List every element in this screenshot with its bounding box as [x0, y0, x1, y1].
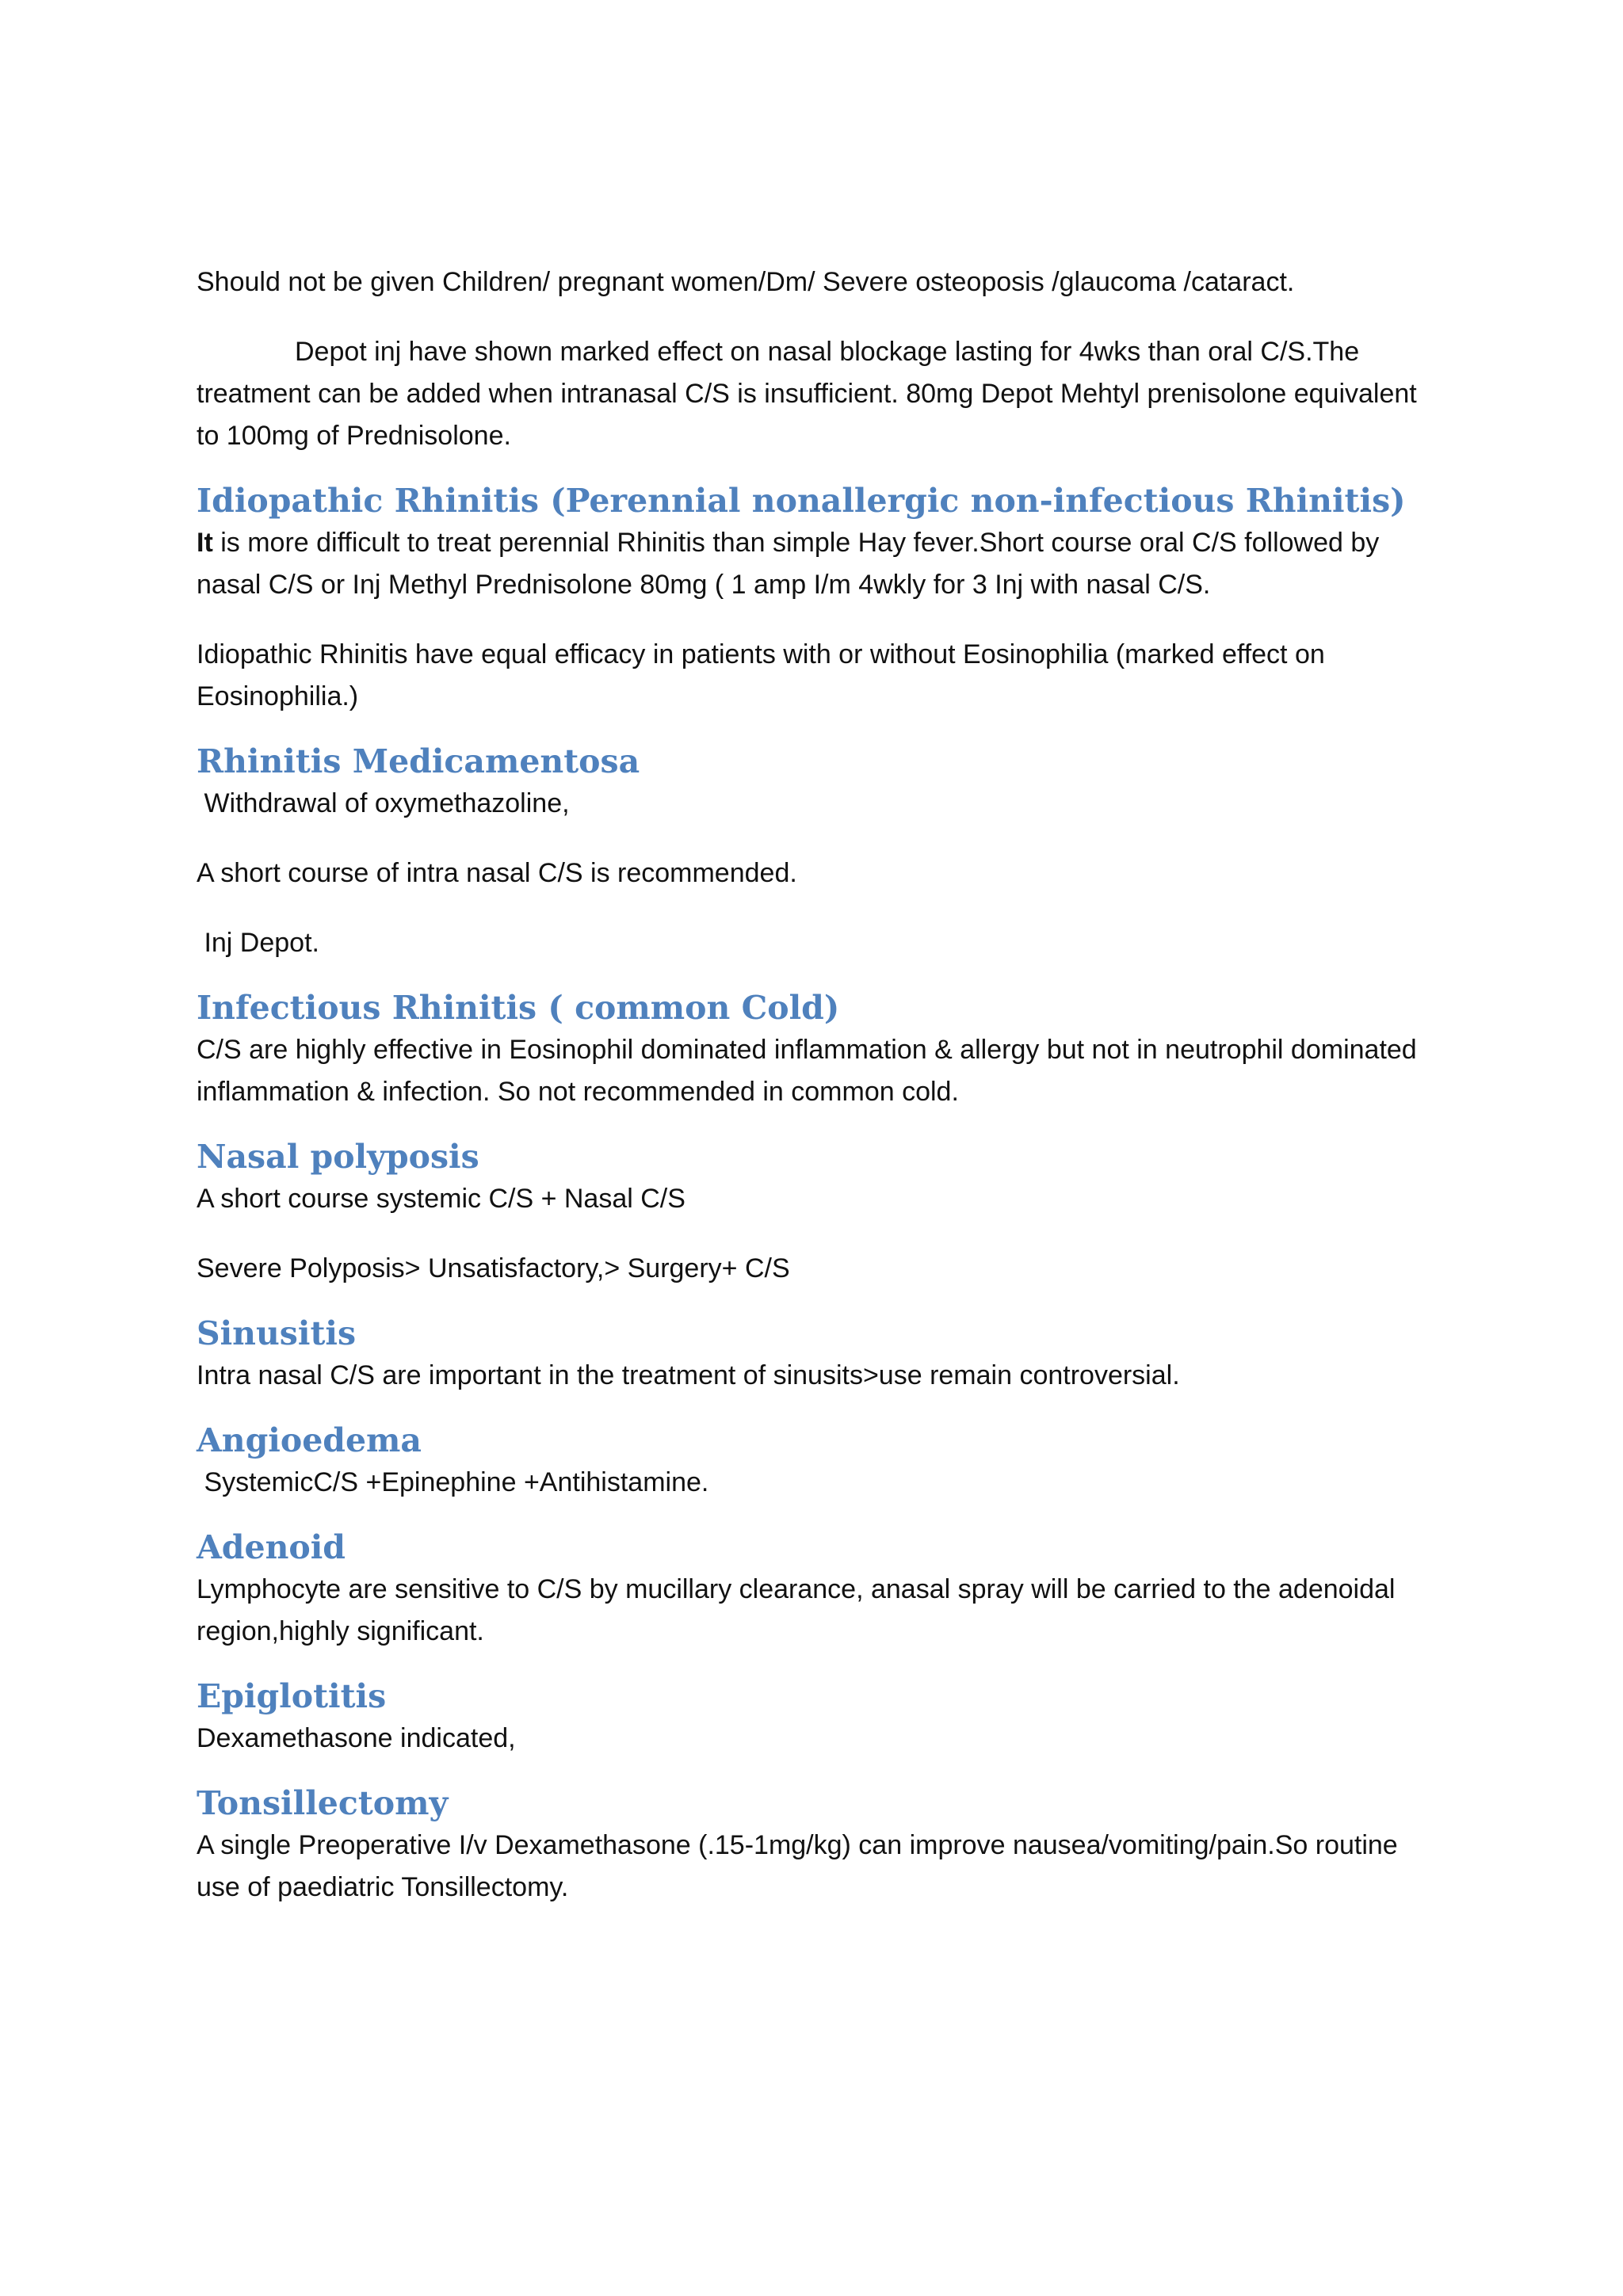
intro-contraindications: Should not be given Children/ pregnant women/Dm/ Severe osteoposis /glaucoma /cataract.	[197, 267, 1295, 297]
infectious-paragraph-1: C/S are highly effective in Eosinophil dominated inflammation & allergy but not in neutrophil dominated inflammation & infection. So not recommended in common cold.	[197, 1035, 1417, 1107]
polyposis-paragraph-2: Severe Polyposis> Unsatisfactory,> Surgery+ C/S	[197, 1253, 790, 1283]
intro-depot-paragraph: Depot inj have shown marked effect on nasal blockage lasting for 4wks than oral C/S.The treatment can be added when intranasal C/S is insufficient. 80mg Depot Mehtyl prenisolone equivalent to 100mg of Prednisolone.	[197, 337, 1417, 451]
idiopathic-paragraph-1	[197, 522, 1433, 606]
heading-nasal-polyposis: Nasal polyposis	[197, 1138, 479, 1176]
idiopathic-paragraph-1-text: is more difficult to treat perennial Rhinitis than simple Hay fever.Short course oral C/S followed by nasal C/S or Inj Methyl Prednisolone 80mg ( 1 amp I/m 4wkly for 3 Inj with nasal C/S.	[197, 528, 1380, 600]
medicamentosa-paragraph-1: Withdrawal of oxymethazoline,	[197, 788, 570, 818]
heading-idiopathic-rhinitis: Idiopathic Rhinitis (Perennial nonallergic non-infectious Rhinitis)	[197, 482, 1406, 520]
sinusitis-paragraph-1: Intra nasal C/S are important in the treatment of sinusits>use remain controversial.	[197, 1360, 1180, 1390]
heading-sinusitis: Sinusitis	[197, 1314, 357, 1352]
heading-angioedema: Angioedema	[197, 1421, 422, 1459]
document-body	[197, 261, 1433, 1909]
heading-adenoid: Adenoid	[197, 1528, 346, 1566]
adenoid-paragraph-1: Lymphocyte are sensitive to C/S by mucillary clearance, anasal spray will be carried to the adenoidal region,highly significant.	[197, 1574, 1396, 1646]
angioedema-paragraph-1: SystemicC/S +Epinephine +Antihistamine.	[197, 1467, 709, 1497]
heading-infectious-rhinitis: Infectious Rhinitis ( common Cold)	[197, 989, 840, 1027]
heading-rhinitis-medicamentosa: Rhinitis Medicamentosa	[197, 742, 640, 780]
medicamentosa-paragraph-3: Inj Depot.	[197, 928, 319, 958]
tonsillectomy-paragraph-1: A single Preoperative I/v Dexamethasone (.15-1mg/kg) can improve nausea/vomiting/pain.So routine use of paediatric Tonsillectomy.	[197, 1830, 1398, 1902]
polyposis-paragraph-1: A short course systemic C/S + Nasal C/S	[197, 1184, 685, 1214]
medicamentosa-paragraph-2: A short course of intra nasal C/S is recommended.	[197, 858, 797, 888]
epiglotitis-paragraph-1: Dexamethasone indicated,	[197, 1723, 516, 1753]
heading-tonsillectomy: Tonsillectomy	[197, 1784, 449, 1822]
idiopathic-bold-lead: It	[197, 528, 213, 558]
idiopathic-paragraph-2: Idiopathic Rhinitis have equal efficacy in patients with or without Eosinophilia (marked effect on Eosinophilia.)	[197, 639, 1325, 711]
heading-epiglotitis: Epiglotitis	[197, 1677, 387, 1715]
